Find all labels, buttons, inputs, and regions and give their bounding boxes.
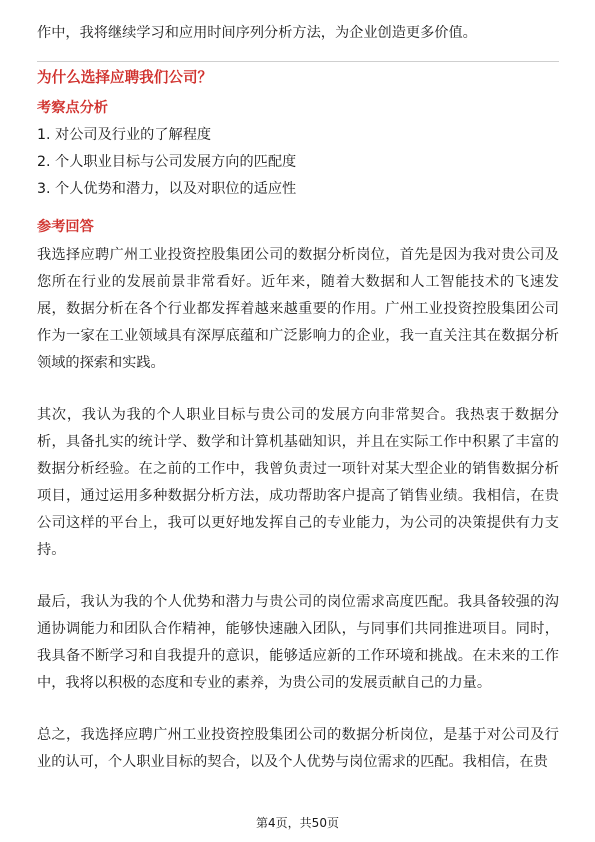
answer-paragraph: 其次，我认为我的个人职业目标与贵公司的发展方向非常契合。我热衷于数据分析，具备扎实的统计学、数学和计算机基础知识，并且在实际工作中积累了丰富的数据分析经验。在之前的工作中，我曾负责过一项针对某大型企业的销售数据分析项目，通过运用多种数据分析方法，成功帮助客户提高了销售业绩。我相信，在贵公司这样的平台上，我可以更好地发挥自己的专业能力，为公司的决策提供有力支持。 [37,407,559,558]
answer-paragraph: 我选择应聘广州工业投资控股集团公司的数据分析岗位，首先是因为我对贵公司及您所在行业的发展前景非常看好。近年来，随着大数据和人工智能技术的飞速发展，数据分析在各个行业都发挥着越来越重要的作用。广州工业投资控股集团公司作为一家在工业领域具有深厚底蕴和广泛影响力的企业，我一直关注其在数据分析领域的探索和实践。 [37,247,559,371]
analysis-point: 1. 对公司及行业的了解程度 [37,127,212,143]
answer-body [37,242,559,801]
analysis-points-list [37,122,296,203]
answer-paragraph: 最后，我认为我的个人优势和潜力与贵公司的岗位需求高度匹配。我具备较强的沟通协调能力和团队合作精神，能够快速融入团队，与同事们共同推进项目。同时，我具备不断学习和自我提升的意识，能够适应新的工作环境和挑战。在未来的工作中，我将以积极的态度和专业的素养，为贵公司的发展贡献自己的力量。 [37,594,559,691]
question-heading: 为什么选择应聘我们公司？ [37,69,213,86]
answer-paragraph: 总之，我选择应聘广州工业投资控股集团公司的数据分析岗位，是基于对公司及行业的认可，个人职业目标的契合，以及个人优势与岗位需求的匹配。我相信，在贵 [37,727,559,770]
intro-paragraph: 作中，我将继续学习和应用时间序列分析方法，为企业创造更多价值。 [37,25,477,41]
section-divider [37,61,559,62]
analysis-point: 3. 个人优势和潜力，以及对职位的适应性 [37,181,297,197]
answer-heading: 参考回答 [37,219,94,235]
page-number: 第4页，共50页 [256,816,339,830]
analysis-point: 2. 个人职业目标与公司发展方向的匹配度 [37,154,297,170]
analysis-heading: 考察点分析 [37,100,108,116]
